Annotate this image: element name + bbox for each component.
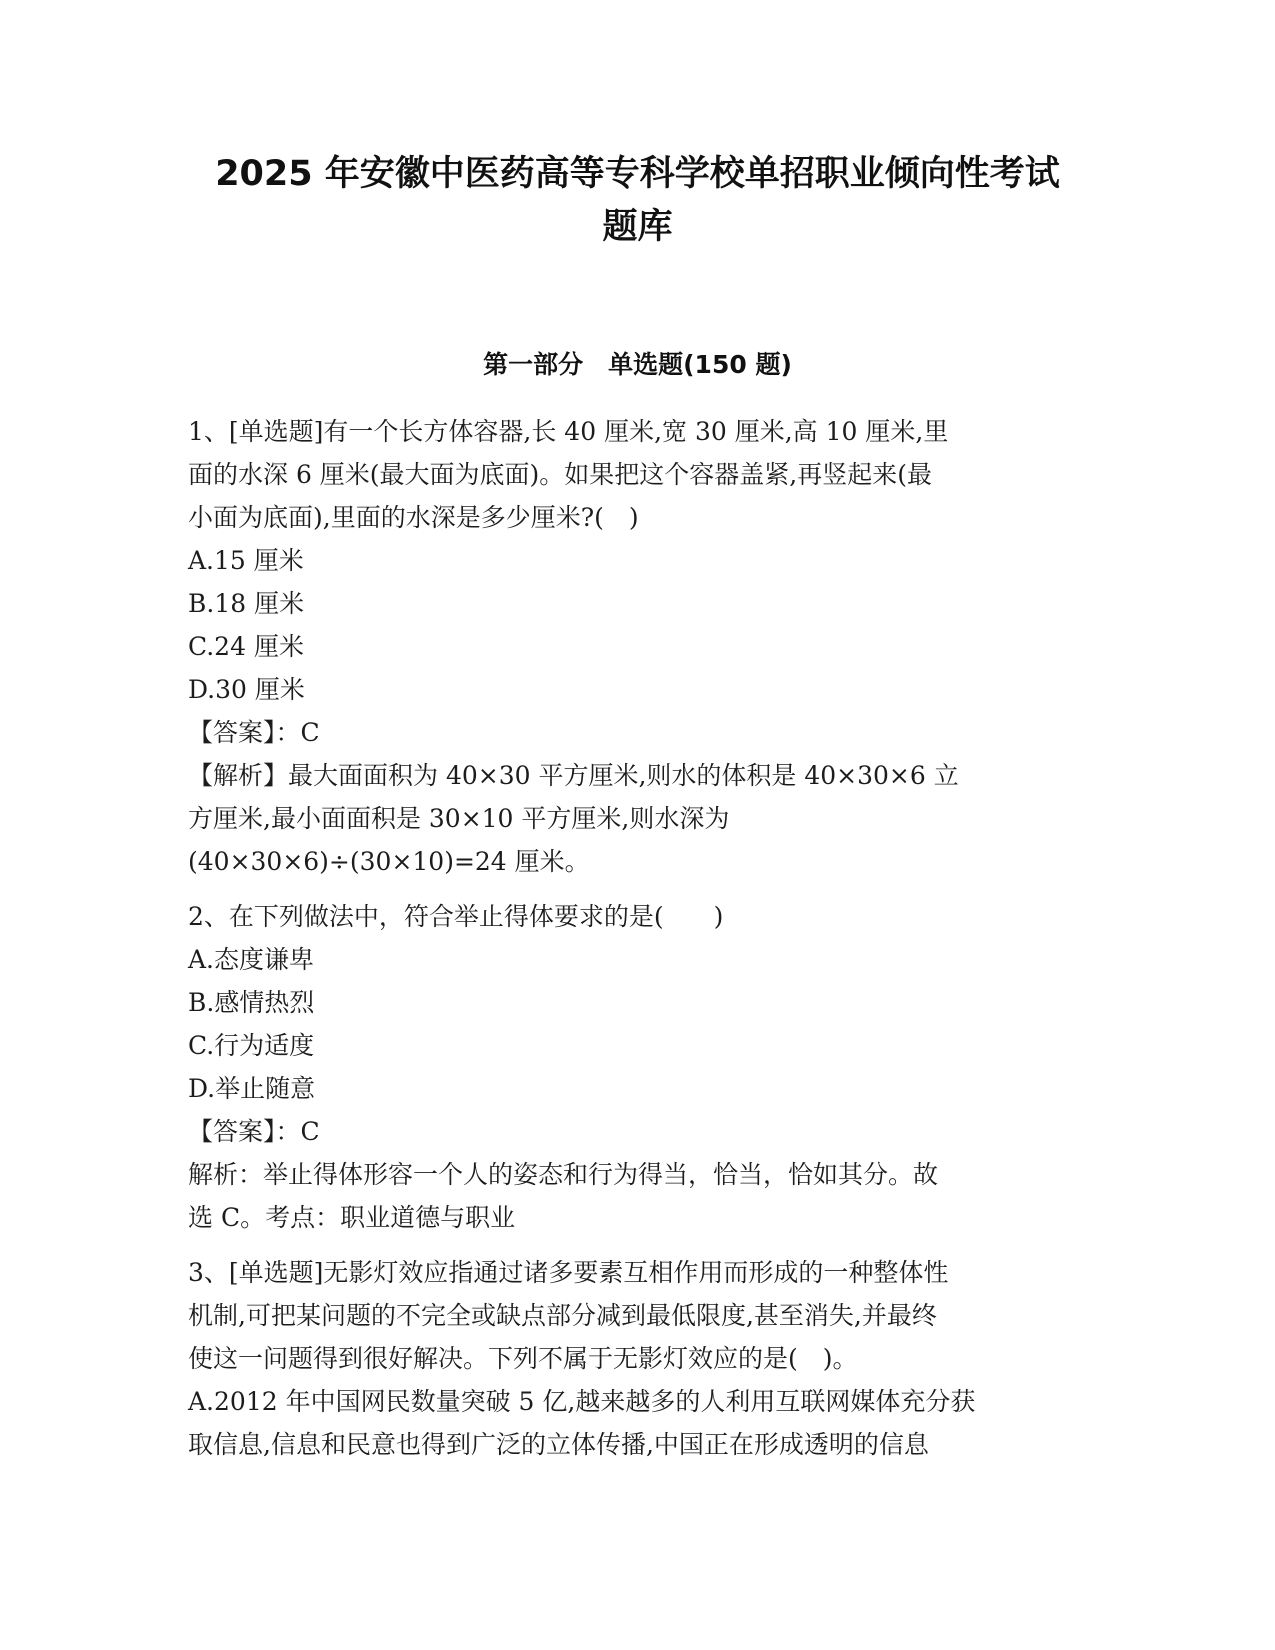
question-stem-line: 面的水深 6 厘米(最大面为底面)。如果把这个容器盖紧,再竖起来(最: [188, 460, 933, 489]
title-line-2: 题库: [602, 207, 673, 247]
question-stem-line: 3、[单选题]无影灯效应指通过诸多要素互相作用而形成的一种整体性: [188, 1258, 949, 1287]
question-option: 取信息,信息和民意也得到广泛的立体传播,中国正在形成透明的信息: [188, 1430, 929, 1459]
question-option: A.态度谦卑: [188, 945, 315, 974]
question-item: [188, 1251, 1088, 1466]
question-stem-line: 2、在下列做法中，符合举止得体要求的是( ): [188, 902, 724, 931]
question-option: B.18 厘米: [188, 589, 305, 618]
question-stem-line: 使这一问题得到很好解决。下列不属于无影灯效应的是( )。: [188, 1344, 858, 1373]
question-analysis-line: 解析：举止得体形容一个人的姿态和行为得当，恰当，恰如其分。故: [188, 1160, 939, 1189]
question-stem-line: 机制,可把某问题的不完全或缺点部分减到最低限度,甚至消失,并最终: [188, 1301, 937, 1330]
question-stem-line: 小面为底面),里面的水深是多少厘米?( ): [188, 503, 639, 532]
question-stem-line: 1、[单选题]有一个长方体容器,长 40 厘米,宽 30 厘米,高 10 厘米,里: [188, 417, 949, 446]
question-option: D.举止随意: [188, 1074, 316, 1103]
question-option: C.24 厘米: [188, 632, 304, 661]
question-analysis-line: 【解析】最大面面积为 40×30 平方厘米,则水的体积是 40×30×6 立: [188, 761, 959, 790]
question-option: A.15 厘米: [188, 546, 304, 575]
title-line-1: 2025 年安徽中医药高等专科学校单招职业倾向性考试: [215, 154, 1060, 194]
question-answer: 【答案】：C: [188, 718, 320, 747]
question-analysis-line: 方厘米,最小面面积是 30×10 平方厘米,则水深为: [188, 804, 730, 833]
question-answer: 【答案】：C: [188, 1117, 320, 1146]
question-item: [188, 410, 1088, 883]
question-analysis-line: (40×30×6)÷(30×10)=24 厘米。: [188, 847, 590, 876]
question-option: B.感情热烈: [188, 988, 315, 1017]
question-item: [188, 895, 1088, 1239]
question-option: D.30 厘米: [188, 675, 305, 704]
document-title: [150, 148, 1125, 254]
question-option: C.行为适度: [188, 1031, 315, 1060]
question-list: [188, 410, 1088, 1466]
question-analysis-line: 选 C。考点：职业道德与职业: [188, 1203, 516, 1232]
question-option: A.2012 年中国网民数量突破 5 亿,越来越多的人利用互联网媒体充分获: [188, 1387, 976, 1416]
section-heading: 第一部分 单选题(150 题): [483, 350, 792, 379]
